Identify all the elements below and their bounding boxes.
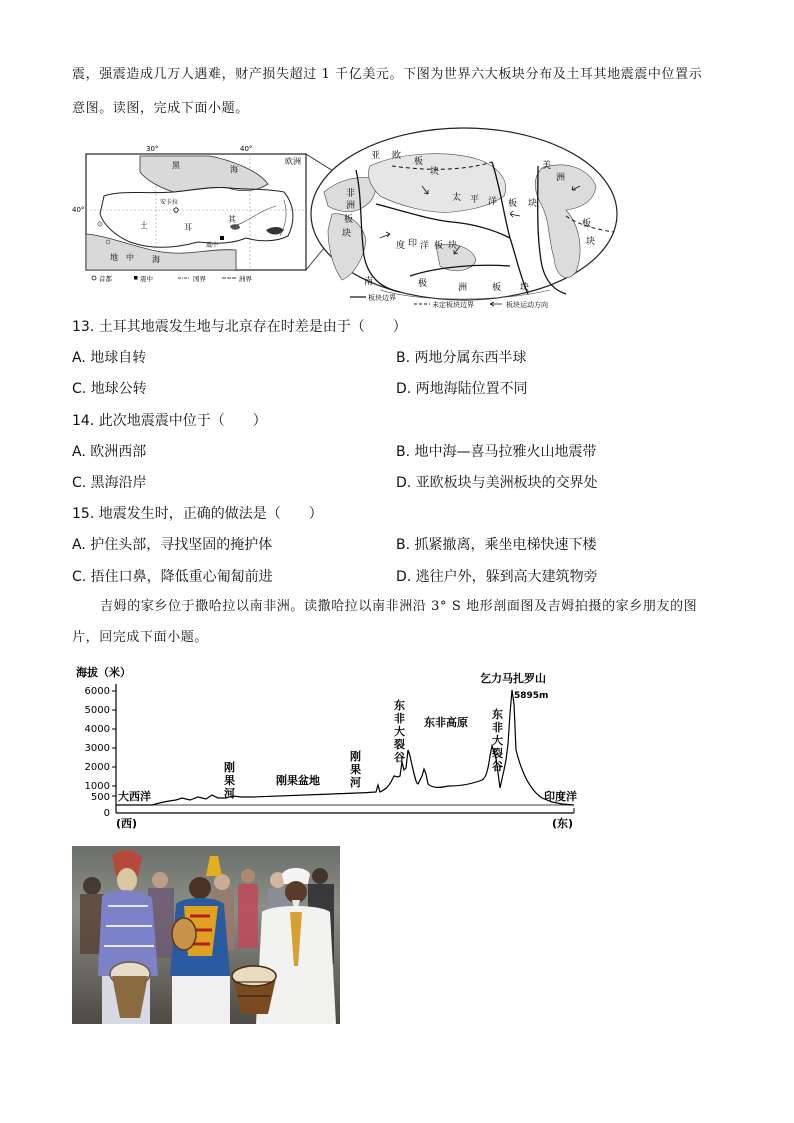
antarctic-3: 洲 bbox=[458, 283, 468, 293]
label-kilimanjaro: 乞力马扎罗山 bbox=[480, 672, 546, 685]
rift-1-char-5: 谷 bbox=[394, 751, 405, 764]
rift-1-char-3: 大 bbox=[394, 725, 405, 738]
eurasia-4: 块 bbox=[430, 167, 440, 177]
america-2: 洲 bbox=[556, 173, 566, 183]
indian-5: 块 bbox=[448, 241, 458, 251]
legend-motion-direction: 板块运动方向 bbox=[506, 301, 548, 309]
question-14-option-a: A. 欧洲西部 bbox=[72, 444, 147, 460]
indian-1: 印 bbox=[408, 239, 418, 249]
question-14-stem: 14. 此次地震震中位于（ ） bbox=[72, 413, 267, 429]
hometown-friends-photo bbox=[72, 846, 340, 1024]
legend-capital: 首都 bbox=[99, 275, 112, 283]
pacific-2: 平 bbox=[470, 195, 480, 205]
eurasia-3: 板 bbox=[414, 157, 424, 167]
intro2-line-2: 片，回完成下面小题。 bbox=[72, 630, 209, 645]
med-di-label: 地 bbox=[110, 253, 118, 262]
question-15-stem: 15. 地震发生时，正确的做法是（ ） bbox=[72, 506, 323, 522]
label-congo-river-2 bbox=[350, 749, 361, 789]
congo-river-2-char-1: 刚 bbox=[350, 750, 361, 763]
lon-40-label: 40° bbox=[240, 145, 253, 153]
question-13-stem: 13. 土耳其地震发生地与北京存在时差是由于（ ） bbox=[72, 319, 407, 335]
lon-30-label: 30° bbox=[146, 145, 159, 153]
med-zhong-label: 中 bbox=[126, 253, 134, 262]
congo-river-1-char-3: 河 bbox=[224, 787, 235, 800]
rift-2-char-2: 非 bbox=[492, 721, 503, 734]
rift-1-char-4: 裂 bbox=[394, 738, 405, 751]
terrain-profile-line bbox=[116, 690, 574, 805]
lat-40-label: 40° bbox=[72, 206, 85, 214]
eurasia-2: 欧 bbox=[392, 151, 402, 161]
turkey-inset-map bbox=[72, 145, 306, 283]
question-15-option-d: D. 逃往户外，躲到高大建筑物旁 bbox=[396, 569, 598, 585]
legend-plate-boundary: 板块边界 bbox=[368, 294, 396, 302]
black-sea-hai-label: 海 bbox=[230, 165, 238, 174]
ytick-500: 500 bbox=[90, 792, 110, 803]
pacific-5: 块 bbox=[528, 199, 538, 209]
ytick-3000: 3000 bbox=[84, 743, 110, 754]
question-14-option-c: C. 黑海沿岸 bbox=[72, 475, 147, 491]
question-15-option-a: A. 护住头部，寻找坚固的掩护体 bbox=[72, 537, 273, 553]
country-er-label: 耳 bbox=[184, 223, 192, 232]
ankara-label: 安卡拉 bbox=[160, 199, 179, 206]
congo-river-2-char-2: 果 bbox=[350, 763, 361, 776]
med-hai-label: 海 bbox=[152, 255, 160, 264]
label-east: (东) bbox=[552, 817, 574, 830]
epicenter-label: 震中 bbox=[206, 242, 219, 249]
america-plate-2: 块 bbox=[586, 237, 596, 247]
label-congo-river-1 bbox=[224, 760, 235, 800]
question-15-option-b: B. 抓紧撤离，乘坐电梯快速下楼 bbox=[396, 537, 597, 553]
antarctic-1: 南 bbox=[364, 277, 374, 287]
rift-1-char-1: 东 bbox=[394, 699, 405, 712]
question-13-option-b: B. 两地分属东西半球 bbox=[396, 350, 527, 366]
pacific-3: 洋 bbox=[488, 197, 498, 207]
ytick-0: 0 bbox=[103, 808, 110, 819]
indian-2: 度 bbox=[396, 241, 406, 251]
africa-2: 洲 bbox=[346, 201, 356, 211]
africa-4: 块 bbox=[342, 229, 352, 239]
ytick-2000: 2000 bbox=[84, 762, 110, 773]
congo-river-1-char-2: 果 bbox=[224, 774, 235, 787]
intro-line-2: 意图。读图，完成下面小题。 bbox=[72, 101, 249, 116]
europe-label: 欧洲 bbox=[285, 157, 301, 166]
antarctic-5: 块 bbox=[520, 283, 530, 293]
black-sea-label: 黑 bbox=[172, 161, 180, 170]
indian-3: 洋 bbox=[420, 241, 430, 251]
legend-undetermined-boundary: 未定板块边界 bbox=[432, 301, 474, 309]
antarctic-2: 极 bbox=[418, 279, 428, 289]
rift-2-char-4: 裂 bbox=[492, 747, 503, 760]
pacific-4: 板 bbox=[508, 199, 518, 209]
america-plate-1: 板 bbox=[582, 219, 592, 229]
rift-1-char-2: 非 bbox=[394, 712, 405, 725]
label-indian-ocean: 印度洋 bbox=[544, 790, 577, 803]
rift-2-char-1: 东 bbox=[492, 708, 503, 721]
question-14-option-b: B. 地中海—喜马拉雅火山地震带 bbox=[396, 444, 597, 460]
question-13-option-a: A. 地球自转 bbox=[72, 350, 147, 366]
label-west: (西) bbox=[116, 817, 138, 830]
label-east-african-plateau: 东非高原 bbox=[424, 716, 468, 729]
legend-continent: 洲界 bbox=[239, 275, 252, 283]
ytick-6000: 6000 bbox=[84, 686, 110, 697]
ytick-1000: 1000 bbox=[84, 781, 110, 792]
antarctic-4: 板 bbox=[492, 283, 502, 293]
africa-1: 非 bbox=[346, 189, 356, 199]
pacific-1: 太 bbox=[452, 193, 462, 203]
question-13-option-d: D. 两地海陆位置不同 bbox=[396, 381, 528, 397]
ytick-5000: 5000 bbox=[84, 705, 110, 716]
congo-river-2-char-3: 河 bbox=[350, 776, 361, 789]
epicenter-marker bbox=[220, 236, 224, 240]
question-13-option-c: C. 地球公转 bbox=[72, 381, 147, 397]
terrain-profile-chart bbox=[72, 664, 592, 830]
label-congo-basin: 刚果盆地 bbox=[276, 774, 320, 787]
legend-border: 国界 bbox=[193, 275, 206, 283]
america-1: 美 bbox=[542, 161, 552, 171]
label-peak-height: 5895m bbox=[514, 691, 549, 701]
label-rift-valley-1 bbox=[394, 698, 405, 764]
label-rift-valley-2 bbox=[492, 707, 503, 773]
africa-3: 板 bbox=[344, 215, 354, 225]
intro-line-1: 震，强震造成几万人遇难，财产损失超过 1 千亿美元。下图为世界六大板块分布及土耳其地震震中位置示 bbox=[72, 67, 703, 82]
indian-4: 板 bbox=[434, 241, 444, 251]
rift-2-char-5: 谷 bbox=[492, 760, 503, 773]
label-atlantic: 大西洋 bbox=[118, 790, 151, 803]
question-14-option-d: D. 亚欧板块与美洲板块的交界处 bbox=[396, 475, 598, 491]
intro2-line-1: 吉姆的家乡位于撒哈拉以南非洲。读撒哈拉以南非洲沿 3° S 地形剖面图及吉姆拍摄的家乡朋友的图 bbox=[100, 599, 698, 614]
world-plates-map bbox=[311, 128, 617, 309]
country-tu-label: 土 bbox=[140, 221, 148, 230]
rift-2-char-3: 大 bbox=[492, 734, 503, 747]
profile-ylabel: 海拔（米） bbox=[76, 666, 131, 679]
legend-epicenter: 震中 bbox=[140, 275, 153, 283]
eurasia-1: 亚 bbox=[371, 151, 381, 161]
plates-and-turkey-map bbox=[72, 126, 630, 310]
ytick-4000: 4000 bbox=[84, 724, 110, 735]
congo-river-1-char-1: 刚 bbox=[224, 761, 235, 774]
country-qi-label: 其 bbox=[228, 215, 236, 224]
question-15-option-c: C. 捂住口鼻，降低重心匍匐前进 bbox=[72, 569, 273, 585]
